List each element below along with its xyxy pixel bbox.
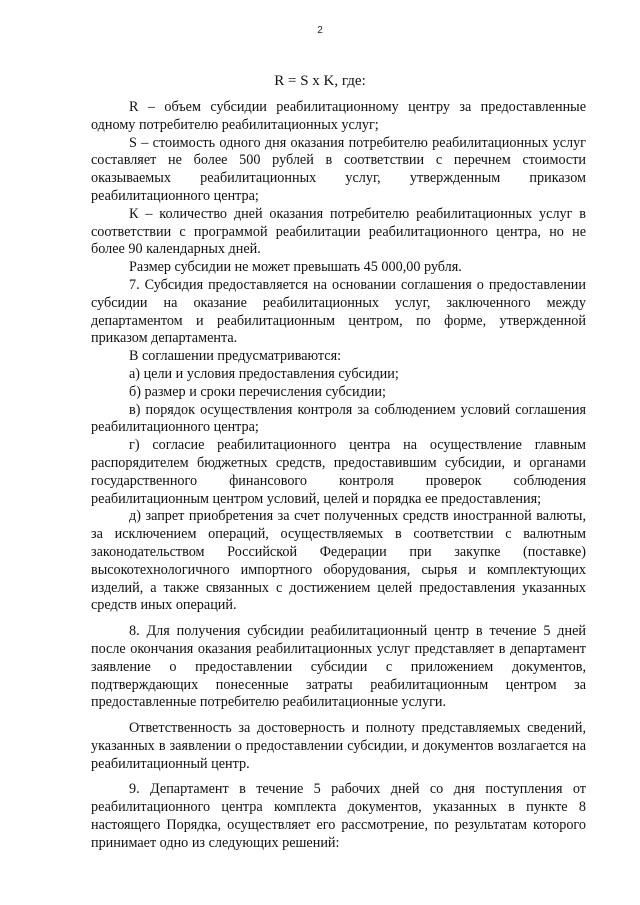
list-item-d: д) запрет приобретения за счет полученных средств иностранной валюты, за исключением операций, осуществляемых в соответствии с валютным законодательством Российской Федерации при закупке (поставке) высокотехнологичного импортного оборудования, сырья и комплектующих изделий, а также связанных с достижением целей предоставления указанных средств иных операций. [91, 508, 586, 614]
document-body [91, 99, 586, 853]
paragraph-s-definition: S – стоимость одного дня оказания потребителю реабилитационных услуг составляет не более 500 рублей в соответствии с перечнем стоимости оказываемых реабилитационных услуг, утвержденным приказом реабилитационного центра; [91, 134, 586, 204]
paragraph-subsidy-limit: Размер субсидии не может превышать 45 000,00 рубля. [129, 259, 462, 276]
paragraph-k-definition: К – количество дней оказания потребителю реабилитационных услуг в соответствии с программой реабилитации реабилитационного центра, но не более 90 календарных дней. [91, 205, 586, 258]
formula: R = S x K, где: [274, 73, 366, 89]
paragraph-item-8: 8. Для получения субсидии реабилитационный центр в течение 5 дней после окончания оказания реабилитационных услуг представляет в департамент заявление о предоставлении субсидии с приложением документов, подтверждающих понесенные затраты реабилитационным центром за предоставленные потребителю реабилитационные услуги. [91, 623, 586, 711]
list-item-g: г) согласие реабилитационного центра на осуществление главным распорядителем бюджетных средств, предоставившим субсидии, и органами государственного финансового контроля проверок соблюдения реабилитационным центром условий, целей и порядка ее предоставления; [91, 437, 586, 507]
list-item-b: б) размер и сроки перечисления субсидии; [129, 383, 386, 400]
paragraph-responsibility: Ответственность за достоверность и полноту представляемых сведений, указанных в заявлении о предоставлении субсидии, и документов возлагается на реабилитационный центр. [91, 720, 586, 772]
paragraph-r-definition: R – объем субсидии реабилитационному центру за предоставленные одному потребителю реабилитационных услуг; [91, 99, 586, 133]
paragraph-item-9: 9. Департамент в течение 5 рабочих дней со дня поступления от реабилитационного центра комплекта документов, указанных в пункте 8 настоящего Порядка, осуществляет его рассмотрение, по результатам которого принимает одно из следующих решений: [91, 781, 586, 851]
paragraph-agreement-intro: В соглашении предусматриваются: [129, 348, 342, 365]
paragraph-item-7: 7. Субсидия предоставляется на основании соглашения о предоставлении субсидии на оказание реабилитационных услуг, заключенного между департаментом и реабилитационным центром, по форме, утвержденной приказом департамента. [91, 276, 586, 347]
list-item-a: а) цели и условия предоставления субсидии; [129, 365, 399, 382]
page-number: 2 [317, 25, 323, 36]
list-item-v: в) порядок осуществления контроля за соблюдением условий соглашения реабилитационного центра; [91, 401, 586, 436]
